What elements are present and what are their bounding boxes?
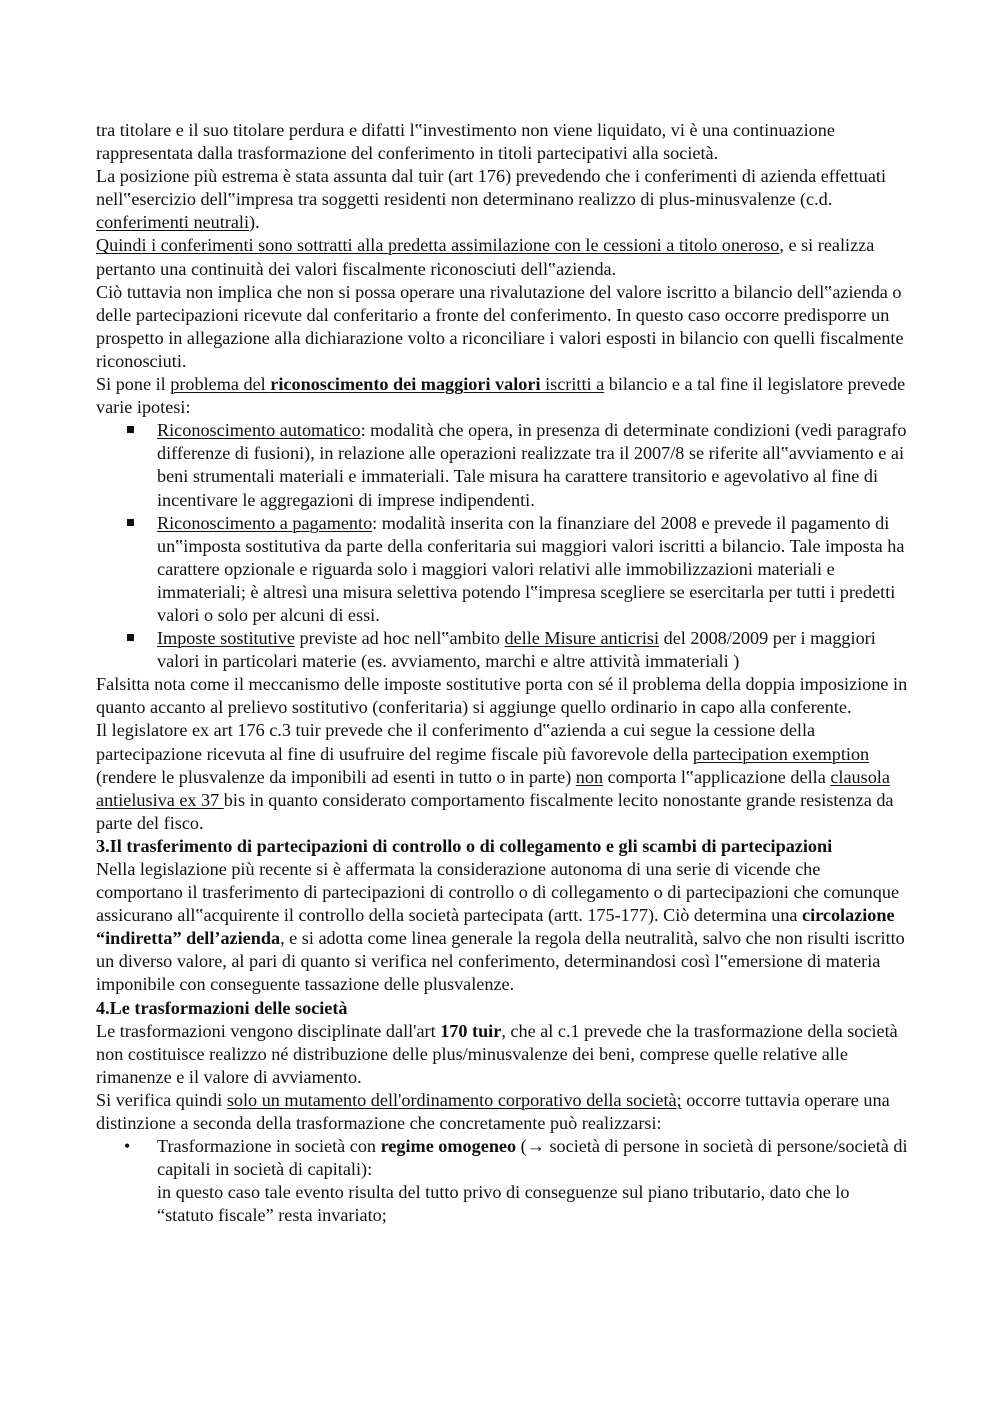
underlined-phrase: iscritti a — [540, 374, 605, 395]
text-span: ). — [249, 212, 260, 233]
text-span: (rendere le plusvalenze da imponibili ad esenti in tutto o in parte) — [96, 766, 576, 787]
paragraph: Ciò tuttavia non implica che non si possa operare una rivalutazione del valore iscritto a bilancio dell‟azienda o delle partecipazioni ricevute dal conferitario a fronte del conferimento. In questo caso occorre predisporre un prospetto in allegazione alla dichiarazione volto a riconciliare i valori esposti in bilancio con quelli fiscalmente riconosciuti. — [96, 281, 904, 371]
list-item-heading: Imposte sostitutive — [157, 628, 295, 649]
list-item-text: : modalità che opera, in presenza di determinate condizioni (vedi paragrafo differenze di fusioni), in relazione alle operazioni realizzate tra il 2007/8 se riferite all‟avviamento e ai beni strumentali materiali e immateriali. Tale misura ha carattere transitorio e agevolativo al fine di incentivare le aggregazioni di imprese indipendenti. — [157, 420, 907, 510]
list-item-text: previste ad hoc nell‟ambito — [294, 628, 505, 649]
square-bullet-icon — [127, 634, 134, 641]
paragraph — [96, 719, 910, 834]
section-heading: 4.Le trasformazioni delle società — [96, 997, 348, 1018]
list-item — [157, 627, 910, 673]
text-span: Il legislatore ex art 176 c.3 tuir prevede che il conferimento d‟azienda a cui segue la cessione della partecipazione ricevuta al fine di usufruire del regime fiscale più favorevole della — [96, 720, 816, 764]
underlined-term: non — [575, 766, 604, 787]
underlined-phrase: Quindi i conferimenti sono sottratti alla predetta assimilazione con le cessioni a titolo oneroso — [96, 235, 780, 256]
bold-phrase: circolazione “indiretta” dell’azienda — [96, 905, 895, 949]
paragraph — [96, 234, 910, 280]
list-item-heading: Riconoscimento a pagamento — [157, 512, 373, 533]
bullet-list — [96, 419, 910, 673]
paragraph — [96, 165, 910, 234]
bold-underlined-phrase: riconoscimento dei maggiori valori — [270, 374, 541, 395]
list-item — [124, 1135, 910, 1227]
paragraph — [96, 1020, 910, 1089]
list-item-text: : modalità inserita con la finanziare del 2008 e prevede il pagamento di un‟imposta sostitutiva da parte della conferitaria sui maggiori valori iscritti a bilancio. Tale imposta ha carattere opzionale e riguarda solo i maggiori valori relativi alle immobilizzazioni materiali e immateriali; è altresì una misura selettiva potendo l‟impresa scegliere se esercitarla per tutti i predetti valori o solo per alcuni di essi. — [157, 512, 905, 625]
text-span: comporta l‟applicazione della — [603, 766, 831, 787]
section-heading: 3.Il trasferimento di partecipazioni di controllo o di collegamento e gli scambi di partecipazioni — [96, 835, 833, 856]
underlined-term: conferimenti neutrali — [96, 212, 250, 233]
list-item-text: (→ società di persone in società di persone/società di capitali in società di capitali): — [157, 1136, 908, 1180]
list-item-text: del 2008/2009 per i maggiori valori in particolari materie (es. avviamento, marchi e altre attività immateriali ) — [157, 628, 876, 672]
text-span: Le trasformazioni vengono disciplinate dall'art — [96, 1020, 441, 1041]
square-bullet-icon — [127, 426, 134, 433]
underlined-phrase: solo un mutamento dell'ordinamento corporativo della società; — [226, 1089, 682, 1110]
text-span: La posizione più estrema è stata assunta dal tuir (art 176) prevedendo che i conferimenti di azienda effettuati nell‟esercizio dell‟impresa tra soggetti residenti non determinano realizzo di plus-minusvalenze (c.d. — [96, 166, 887, 210]
text-span: bis in quanto considerato comportamento fiscalmente lecito nonostante grande resistenza da parte del fisco. — [96, 789, 894, 833]
paragraph: Falsitta nota come il meccanismo delle imposte sostitutive porta con sé il problema della doppia imposizione in quanto accanto al prelievo sostitutivo (conferitaria) si aggiunge quello ordinario in capo alla conferente. — [96, 674, 908, 718]
underlined-term: clausola antielusiva ex 37 — [96, 766, 890, 810]
list-item-heading: Riconoscimento automatico — [157, 420, 361, 441]
dot-bullet-icon: • — [124, 1136, 131, 1157]
list-item — [157, 419, 910, 511]
bold-phrase: regime omogeneo — [380, 1136, 517, 1157]
underlined-phrase: delle Misure anticrisi — [504, 628, 660, 649]
bold-phrase: 170 tuir — [440, 1020, 502, 1041]
text-span: Nella legislazione più recente si è affermata la considerazione autonoma di una serie di vicende che comportano il trasferimento di partecipazioni di controllo o di collegamento o di partecipazioni che comunque assicurano all‟acquirente il controllo della società partecipata (artt. 175-177). Ciò determina una — [96, 859, 900, 926]
bullet-list — [96, 1135, 910, 1227]
text-span: occorre tuttavia operare una distinzione a seconda della trasformazione che concretamente può realizzarsi: — [96, 1089, 890, 1134]
paragraph — [96, 373, 910, 419]
text-span: , e si realizza pertanto una continuità dei valori fiscalmente riconosciuti dell‟azienda. — [96, 235, 875, 279]
list-item-text: in questo caso tale evento risulta del tutto privo di conseguenze sul piano tributario, dato che lo “statuto fiscale” resta invariato; — [157, 1182, 850, 1226]
paragraph — [96, 1089, 910, 1135]
text-span: bilancio e a tal fine il legislatore prevede varie ipotesi: — [96, 374, 906, 418]
list-item-text: Trasformazione in società con — [157, 1136, 381, 1157]
paragraph: tra titolare e il suo titolare perdura e difatti l‟investimento non viene liquidato, vi è una continuazione rappresentata dalla trasformazione del conferimento in titoli partecipativi alla società. — [96, 120, 835, 164]
paragraph — [96, 858, 910, 997]
text-span: , e si adotta come linea generale la regola della neutralità, salvo che non risulti iscritto un diverso valore, al pari di quanto si verifica nel conferimento, determinandosi così l‟emersione di materia imponibile con conseguente tassazione delle plusvalenze. — [96, 928, 905, 995]
underlined-phrase: problema del — [170, 374, 271, 395]
text-span: Si verifica quindi — [96, 1089, 227, 1110]
underlined-term: partecipation exemption — [692, 743, 870, 764]
text-span: Si pone il — [96, 374, 171, 395]
text-span: , che al c.1 prevede che la trasformazione della società non costituisce realizzo né distribuzione delle plus/minusvalenze dei beni, comprese quelle relative alle rimanenze e il valore di avviamento. — [96, 1020, 898, 1087]
list-item — [157, 512, 910, 627]
square-bullet-icon — [127, 519, 134, 526]
